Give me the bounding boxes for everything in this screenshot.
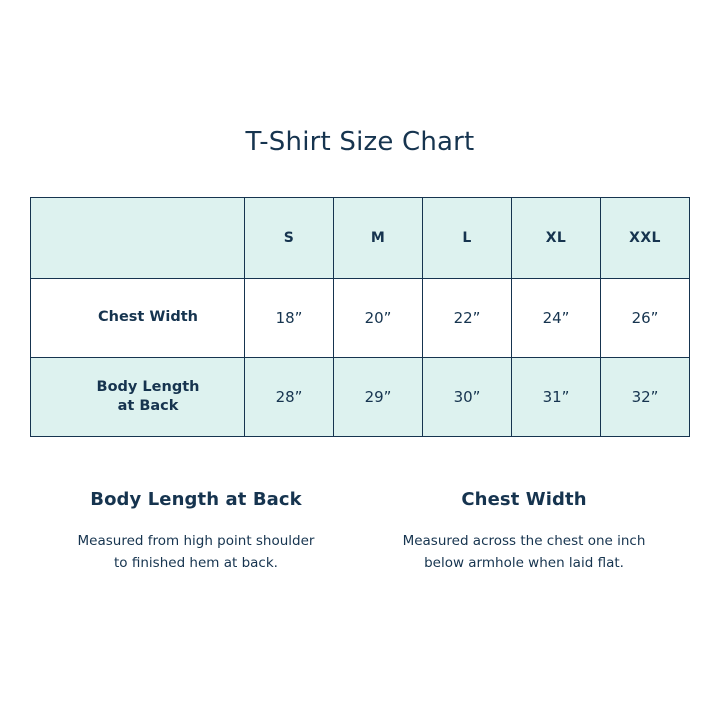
- row-label-chest-width: Chest Width: [31, 279, 245, 358]
- table-header-size-m: M: [334, 198, 423, 279]
- note-chest-width-line2: below armhole when laid flat.: [424, 555, 624, 572]
- cell-chest-width-s: 18”: [245, 279, 334, 358]
- cell-body-length-m: 29”: [334, 358, 423, 437]
- row-label-body-length: [31, 358, 245, 437]
- cell-chest-width-m: 20”: [334, 279, 423, 358]
- note-body-length-text: [36, 530, 356, 575]
- cell-body-length-l: 30”: [423, 358, 512, 437]
- note-chest-width-heading: Chest Width: [461, 489, 587, 511]
- table-header-row: [31, 198, 690, 279]
- note-body-length-line2: to finished hem at back.: [114, 555, 278, 572]
- table-header-size-xl: XL: [512, 198, 601, 279]
- table-corner-cell: [31, 198, 245, 279]
- note-body-length-heading: Body Length at Back: [90, 489, 302, 511]
- note-chest-width-text: [364, 530, 684, 575]
- table-header-size-l: L: [423, 198, 512, 279]
- size-chart-table-wrap: [30, 197, 690, 437]
- page-title: T-Shirt Size Chart: [245, 127, 475, 157]
- note-body-length-line1: Measured from high point shoulder: [77, 533, 315, 550]
- table-header-size-xxl: XXL: [601, 198, 690, 279]
- cell-chest-width-xxl: 26”: [601, 279, 690, 358]
- table-header-size-s: S: [245, 198, 334, 279]
- table-row: [31, 279, 690, 358]
- measurement-notes: [30, 489, 690, 575]
- row-label-body-length-line1: Body Length: [96, 378, 200, 395]
- cell-body-length-xl: 31”: [512, 358, 601, 437]
- row-label-body-length-line2: at Back: [117, 398, 179, 415]
- note-chest-width: [364, 489, 684, 575]
- size-chart-table: [30, 197, 690, 437]
- cell-body-length-s: 28”: [245, 358, 334, 437]
- cell-chest-width-xl: 24”: [512, 279, 601, 358]
- note-body-length: [36, 489, 356, 575]
- note-chest-width-line1: Measured across the chest one inch: [402, 533, 646, 550]
- cell-body-length-xxl: 32”: [601, 358, 690, 437]
- table-row: [31, 358, 690, 437]
- cell-chest-width-l: 22”: [423, 279, 512, 358]
